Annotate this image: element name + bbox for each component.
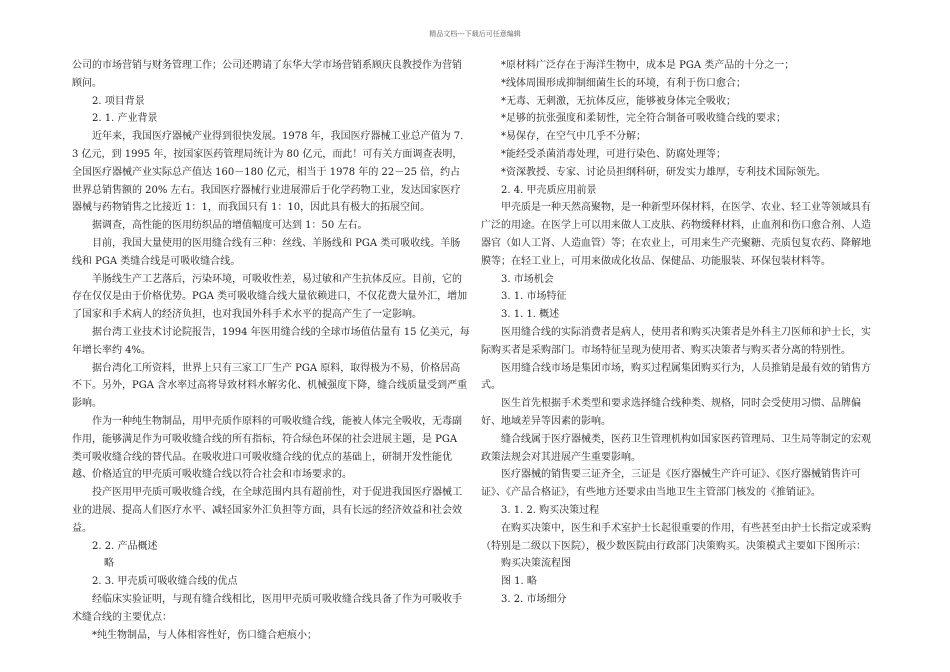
right-column — [481, 57, 879, 609]
paragraph: 3. 1. 2. 购买决策过程 — [501, 504, 600, 516]
paragraph: *线体周围形成抑制细菌生长的环境，有利于伤口愈合； — [501, 77, 746, 89]
paragraph: 近年来，我国医疗器械产业得到很快发展。1978 年，我国医疗器械工业总产值为 7. 3 亿元，到 1995 年，按国家医药管理局统计为 80 亿元，而此！可有关方面调查表明，全国医疗器械产业实际总产值达 160－180 亿元，相当于 1978 年的 22－25 倍，约占世界总销售额的 20% 左右。我国医疗器械行业进展滞后于化学药物工业，发达国家医疗器械与药物销售之比接近 1：1，而我国只有 1：10，因此具有极大的拓展空间。 — [72, 131, 464, 214]
paragraph: 略 — [104, 558, 114, 570]
paragraph: 投产医用甲壳质可吸收缝合线，在全球范围内具有超前性，对于促进我国医疗器械工业的进展、提高人们医疗水平、减轻国家外汇负担等方面，具有长远的经济效益和社会效益。 — [72, 487, 462, 534]
paragraph: *无毒、无刺激，无抗体反应，能够被身体完全吸收； — [501, 95, 736, 107]
paragraph: 在购买决策中，医生和手术室护士长起很重要的作用，有些甚至由护士长指定或采购（特别是二级以下医院），极少数医院由行政部门决策购买。决策模式主要如下图所示： — [481, 522, 871, 552]
paragraph: 2. 2. 产品概述 — [92, 540, 158, 552]
paragraph: 医用缝合线市场是集团市场，购买过程属集团购买行为，人员推销是最有效的销售方式。 — [481, 362, 871, 392]
paragraph: 2. 1. 产业背景 — [92, 113, 158, 125]
paragraph: *资深教授、专家、讨论员担纲科研，研发实力雄厚，专利技术国际领先。 — [501, 166, 826, 178]
paragraph: 缝合线属于医疗器械类，医药卫生管理机构如国家医药管理局、卫生局等制定的宏观政策法规会对其进展产生重要影响。 — [481, 433, 871, 463]
paragraph: 据调查，高性能的医用纺织品的增值幅度可达到 1：50 左右。 — [92, 220, 368, 232]
paragraph: 作为一种纯生物制品，用甲壳质作原料的可吸收缝合线，能被人体完全吸收，无毒副作用，能够满足作为可吸收缝合线的所有指标，符合绿色环保的社会进展主题，是 PGA 类可吸收缝合线的替代品。在吸收进口可吸收缝合线的优点的基础上，研制开发性能优越、价格适宜的甲壳质可吸收缝合线以符合社会和市场要求的。 — [72, 415, 462, 481]
paragraph: 医用缝合线的实际消费者是病人，使用者和购买决策者是外科主刀医师和护士长，实际购买者是采购部门。市场特征呈现为使用者、购买决策者与购买者分离的特别性。 — [481, 326, 871, 356]
page-header: 精品文档---下载后可任意编辑 — [429, 30, 521, 38]
paragraph: 图 1. 略 — [501, 576, 537, 588]
paragraph: 3. 2. 市场细分 — [501, 593, 567, 605]
paragraph: 3. 市场机会 — [501, 273, 554, 285]
paragraph: 甲壳质是一种天然高聚物，是一种新型环保材料，在医学、农业、轻工业等领域具有广泛的用途。在医学上可以用来做人工皮肤、药物缓释材料，止血剂和伤口愈合剂、人造器官（如人工肾、人造血管）等；在农业上，可用来生产壳聚糖、壳质包复农药、降解地膜等；在轻工业上，可用来做成化妆品、保健品、功能服装、环保包装材料等。 — [481, 202, 871, 267]
paragraph: 3. 1. 1. 概述 — [501, 309, 560, 321]
paragraph: *易保存，在空气中几乎不分解； — [501, 131, 646, 143]
paragraph: *足够的抗张强度和柔韧性，完全符合制备可吸收缝合线的要求； — [501, 113, 786, 125]
paragraph: 2. 4. 甲壳质应用前景 — [501, 184, 597, 196]
paragraph: 公司的市场营销与财务管理工作；公司还聘请了东华大学市场营销系顾庆良教授作为营销顾问。 — [72, 60, 462, 89]
paragraph: *纯生物制品，与人体相容性好，伤口缝合疤痕小； — [92, 629, 317, 641]
paragraph: 目前，我国大量使用的医用缝合线有三种：丝线、羊肠线和 PGA 类可吸收线。羊肠线和 PGA 类缝合线是可吸收缝合线。 — [72, 237, 461, 267]
paragraph: 2. 3. 甲壳质可吸收缝合线的优点 — [92, 576, 238, 588]
paragraph: 医疗器械的销售要三证齐全，三证是《医疗器械生产许可证》、《医疗器械销售许可证》、《产品合格证》，有些地方还要求由当地卫生主管部门核发的《推销证》。 — [481, 469, 861, 499]
paragraph: *原材料广泛存在于海洋生物中，成本是 PGA 类产品的十分之一； — [501, 60, 795, 71]
paragraph: 3. 1. 市场特征 — [501, 291, 567, 303]
paragraph: 医生首先根据手术类型和要求选择缝合线种类、规格，同时会受使用习惯、品牌偏好、地域差异等因素的影响。 — [481, 398, 861, 427]
left-column — [72, 57, 470, 644]
paragraph: *能经受杀菌消毒处理，可进行染色、防腐处理等； — [501, 148, 726, 160]
paragraph: 2. 项目背景 — [92, 95, 145, 107]
paragraph: 购买决策流程图 — [501, 558, 571, 570]
paragraph: 据台湾化工所资料，世界上只有三家工厂生产 PGA 原料，取得极为不易，价格居高不下。另外，PGA 含水率过高将导致材料水解劣化、机械强度下降，缝合线质量受到严重影响。 — [72, 362, 468, 410]
paragraph: 经临床实验证明，与现有缝合线相比，医用甲壳质可吸收缝合线具备了作为可吸收手术缝合线的主要优点： — [72, 593, 462, 623]
paragraph: 羊肠线生产工艺落后，污染环境，可吸收性差，易过敏和产生抗体反应。目前，它的存在仅仅是由于价格优势。PGA 类可吸收缝合线大量依赖进口，不仅花费大量外汇，增加了国家和手术病人的经济负担，也对我国外科手术水平的提高产生了一定影响。 — [72, 273, 468, 321]
paragraph: 据台湾工业技术讨论院报告，1994 年医用缝合线的全球市场值估量有 15 亿美元，每年增长率约 4%。 — [72, 326, 470, 356]
